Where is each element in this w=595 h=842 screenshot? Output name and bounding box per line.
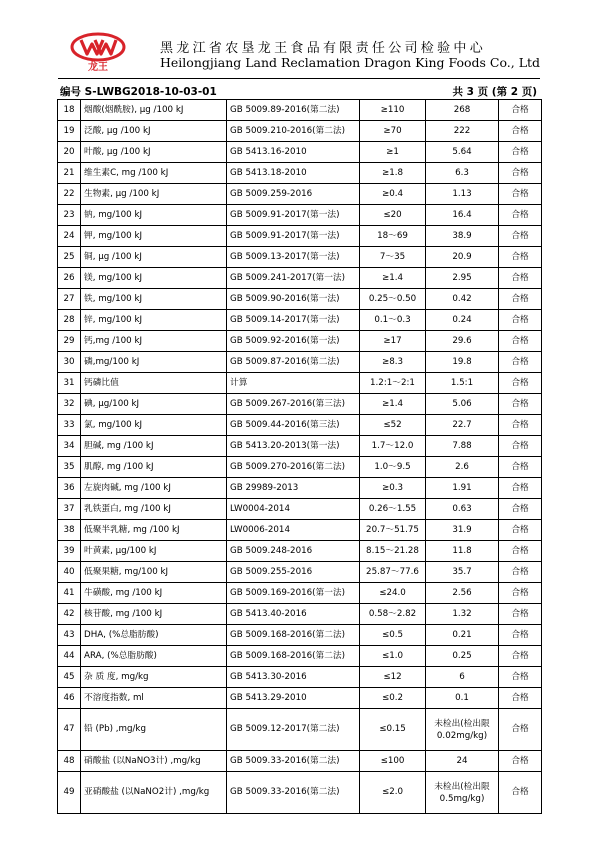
- test-standard: GB 5009.91-2017(第一法): [227, 226, 360, 247]
- row-number: 28: [58, 310, 81, 331]
- dragon-king-logo: [68, 32, 128, 72]
- test-item: 铁, mg/100 kJ: [81, 289, 227, 310]
- table-row: [58, 415, 542, 436]
- requirement-value: ≤100: [360, 751, 426, 772]
- test-item: 烟酸(烟酰胺), μg /100 kJ: [81, 100, 227, 121]
- table-row: [58, 751, 542, 772]
- test-item: 核苷酸, mg /100 kJ: [81, 604, 227, 625]
- page-indicator: 共 3 页 (第 2 页): [452, 86, 537, 98]
- result-value: 5.64: [426, 142, 499, 163]
- table-row: [58, 625, 542, 646]
- requirement-value: ≥1: [360, 142, 426, 163]
- result-value: 6.3: [426, 163, 499, 184]
- requirement-value: 1.2:1～2:1: [360, 373, 426, 394]
- test-item: 铅 (Pb) ,mg/kg: [81, 709, 227, 751]
- row-number: 39: [58, 541, 81, 562]
- table-row: [58, 142, 542, 163]
- requirement-value: ≤2.0: [360, 772, 426, 814]
- test-results-body: [58, 100, 542, 814]
- test-item: 低聚果糖, mg/100 kJ: [81, 562, 227, 583]
- row-number: 36: [58, 478, 81, 499]
- row-number: 49: [58, 772, 81, 814]
- requirement-value: 0.25～0.50: [360, 289, 426, 310]
- row-number: 20: [58, 142, 81, 163]
- conclusion: 合格: [499, 142, 542, 163]
- conclusion: 合格: [499, 625, 542, 646]
- result-value: 7.88: [426, 436, 499, 457]
- table-row: [58, 499, 542, 520]
- row-number: 46: [58, 688, 81, 709]
- row-number: 47: [58, 709, 81, 751]
- test-standard: GB 5009.92-2016(第一法): [227, 331, 360, 352]
- requirement-value: ≥70: [360, 121, 426, 142]
- conclusion: 合格: [499, 562, 542, 583]
- test-item: 亚硝酸盐 (以NaNO2计) ,mg/kg: [81, 772, 227, 814]
- row-number: 26: [58, 268, 81, 289]
- row-number: 35: [58, 457, 81, 478]
- test-item: 叶酸, μg /100 kJ: [81, 142, 227, 163]
- result-value: 24: [426, 751, 499, 772]
- conclusion: 合格: [499, 499, 542, 520]
- requirement-value: ≥1.8: [360, 163, 426, 184]
- test-standard: GB 5009.270-2016(第二法): [227, 457, 360, 478]
- table-row: [58, 436, 542, 457]
- result-value: 268: [426, 100, 499, 121]
- result-value: 11.8: [426, 541, 499, 562]
- table-row: [58, 709, 542, 751]
- row-number: 21: [58, 163, 81, 184]
- result-value: 0.1: [426, 688, 499, 709]
- result-value: 31.9: [426, 520, 499, 541]
- table-row: [58, 247, 542, 268]
- row-number: 43: [58, 625, 81, 646]
- test-standard: GB 5009.33-2016(第二法): [227, 751, 360, 772]
- conclusion: 合格: [499, 121, 542, 142]
- conclusion: 合格: [499, 646, 542, 667]
- test-item: 杂 质 度, mg/kg: [81, 667, 227, 688]
- test-standard: GB 5009.267-2016(第三法): [227, 394, 360, 415]
- table-row: [58, 562, 542, 583]
- requirement-value: 0.26～1.55: [360, 499, 426, 520]
- test-standard: GB 5413.40-2016: [227, 604, 360, 625]
- test-standard: GB 5009.12-2017(第二法): [227, 709, 360, 751]
- table-row: [58, 667, 542, 688]
- test-item: 不溶度指数, ml: [81, 688, 227, 709]
- test-item: 泛酸, μg /100 kJ: [81, 121, 227, 142]
- table-row: [58, 688, 542, 709]
- requirement-value: ≤0.2: [360, 688, 426, 709]
- test-item: 磷,mg/100 kJ: [81, 352, 227, 373]
- result-value: 35.7: [426, 562, 499, 583]
- conclusion: 合格: [499, 373, 542, 394]
- test-results-table: [57, 99, 542, 814]
- test-item: 硝酸盐 (以NaNO3计) ,mg/kg: [81, 751, 227, 772]
- test-standard: GB 5413.16-2010: [227, 142, 360, 163]
- header-divider: [58, 78, 540, 79]
- requirement-value: ≤24.0: [360, 583, 426, 604]
- table-row: [58, 583, 542, 604]
- row-number: 38: [58, 520, 81, 541]
- requirement-value: 0.58～2.82: [360, 604, 426, 625]
- test-standard: LW0006-2014: [227, 520, 360, 541]
- test-item: 钙,mg /100 kJ: [81, 331, 227, 352]
- row-number: 42: [58, 604, 81, 625]
- result-value: 38.9: [426, 226, 499, 247]
- row-number: 40: [58, 562, 81, 583]
- test-item: 左旋肉碱, mg /100 kJ: [81, 478, 227, 499]
- row-number: 24: [58, 226, 81, 247]
- test-standard: GB 5413.30-2016: [227, 667, 360, 688]
- row-number: 33: [58, 415, 81, 436]
- conclusion: 合格: [499, 604, 542, 625]
- requirement-value: ≤20: [360, 205, 426, 226]
- document-number: 编号 S-LWBG2018-10-03-01: [60, 86, 217, 98]
- conclusion: 合格: [499, 247, 542, 268]
- table-row: [58, 394, 542, 415]
- test-standard: GB 5413.18-2010: [227, 163, 360, 184]
- test-item: 牛磺酸, mg /100 kJ: [81, 583, 227, 604]
- conclusion: 合格: [499, 184, 542, 205]
- row-number: 32: [58, 394, 81, 415]
- conclusion: 合格: [499, 205, 542, 226]
- requirement-value: ≤0.15: [360, 709, 426, 751]
- test-standard: LW0004-2014: [227, 499, 360, 520]
- table-row: [58, 184, 542, 205]
- conclusion: 合格: [499, 709, 542, 751]
- table-row: [58, 520, 542, 541]
- result-value: 0.63: [426, 499, 499, 520]
- company-name-en: Heilongjiang Land Reclamation Dragon King Foods Co., Ltd: [160, 55, 541, 70]
- row-number: 18: [58, 100, 81, 121]
- conclusion: 合格: [499, 436, 542, 457]
- test-standard: 计算: [227, 373, 360, 394]
- requirement-value: ≥110: [360, 100, 426, 121]
- test-item: 低聚半乳糖, mg /100 kJ: [81, 520, 227, 541]
- test-standard: GB 5009.241-2017(第一法): [227, 268, 360, 289]
- conclusion: 合格: [499, 688, 542, 709]
- table-row: [58, 457, 542, 478]
- result-value: 1.5:1: [426, 373, 499, 394]
- company-name-cn: 黑龙江省农垦龙王食品有限责任公司检验中心: [160, 41, 487, 56]
- requirement-value: ≥1.4: [360, 394, 426, 415]
- test-item: 肌醇, mg /100 kJ: [81, 457, 227, 478]
- test-standard: GB 5009.168-2016(第二法): [227, 625, 360, 646]
- requirement-value: ≤1.0: [360, 646, 426, 667]
- test-item: 胆碱, mg /100 kJ: [81, 436, 227, 457]
- result-value: 未检出(检出限 0.5mg/kg): [426, 772, 499, 814]
- conclusion: 合格: [499, 772, 542, 814]
- test-item: 碘, μg/100 kJ: [81, 394, 227, 415]
- result-value: 未检出(检出限 0.02mg/kg): [426, 709, 499, 751]
- result-value: 2.95: [426, 268, 499, 289]
- requirement-value: 20.7～51.75: [360, 520, 426, 541]
- conclusion: 合格: [499, 310, 542, 331]
- conclusion: 合格: [499, 667, 542, 688]
- test-standard: GB 5009.87-2016(第二法): [227, 352, 360, 373]
- requirement-value: 0.1～0.3: [360, 310, 426, 331]
- requirement-value: ≥0.3: [360, 478, 426, 499]
- table-row: [58, 226, 542, 247]
- test-standard: GB 5009.210-2016(第二法): [227, 121, 360, 142]
- requirement-value: 8.15～21.28: [360, 541, 426, 562]
- result-value: 5.06: [426, 394, 499, 415]
- row-number: 29: [58, 331, 81, 352]
- requirement-value: ≤12: [360, 667, 426, 688]
- table-row: [58, 541, 542, 562]
- test-item: 氯, mg/100 kJ: [81, 415, 227, 436]
- test-item: 叶黄素, μg/100 kJ: [81, 541, 227, 562]
- test-item: 维生素C, mg /100 kJ: [81, 163, 227, 184]
- result-value: 0.21: [426, 625, 499, 646]
- test-standard: GB 5009.259-2016: [227, 184, 360, 205]
- conclusion: 合格: [499, 457, 542, 478]
- test-item: DHA, (%总脂肪酸): [81, 625, 227, 646]
- requirement-value: ≤52: [360, 415, 426, 436]
- test-item: 生物素, μg /100 kJ: [81, 184, 227, 205]
- conclusion: 合格: [499, 394, 542, 415]
- requirement-value: 25.87～77.6: [360, 562, 426, 583]
- requirement-value: 1.7～12.0: [360, 436, 426, 457]
- result-value: 1.13: [426, 184, 499, 205]
- test-standard: GB 5009.14-2017(第一法): [227, 310, 360, 331]
- test-standard: GB 5009.255-2016: [227, 562, 360, 583]
- result-value: 1.91: [426, 478, 499, 499]
- row-number: 45: [58, 667, 81, 688]
- conclusion: 合格: [499, 289, 542, 310]
- test-item: 铜, μg /100 kJ: [81, 247, 227, 268]
- result-value: 16.4: [426, 205, 499, 226]
- result-value: 22.7: [426, 415, 499, 436]
- test-standard: GB 5009.13-2017(第一法): [227, 247, 360, 268]
- table-row: [58, 205, 542, 226]
- test-standard: GB 5413.29-2010: [227, 688, 360, 709]
- conclusion: 合格: [499, 583, 542, 604]
- test-item: 钾, mg/100 kJ: [81, 226, 227, 247]
- row-number: 19: [58, 121, 81, 142]
- conclusion: 合格: [499, 226, 542, 247]
- test-item: ARA, (%总脂肪酸): [81, 646, 227, 667]
- row-number: 22: [58, 184, 81, 205]
- test-item: 镁, mg/100 kJ: [81, 268, 227, 289]
- test-standard: GB 5009.33-2016(第二法): [227, 772, 360, 814]
- result-value: 0.42: [426, 289, 499, 310]
- conclusion: 合格: [499, 163, 542, 184]
- table-row: [58, 604, 542, 625]
- conclusion: 合格: [499, 100, 542, 121]
- conclusion: 合格: [499, 268, 542, 289]
- row-number: 30: [58, 352, 81, 373]
- result-value: 19.8: [426, 352, 499, 373]
- test-item: 乳铁蛋白, mg /100 kJ: [81, 499, 227, 520]
- table-row: [58, 352, 542, 373]
- table-row: [58, 289, 542, 310]
- table-row: [58, 268, 542, 289]
- requirement-value: 18～69: [360, 226, 426, 247]
- result-value: 20.9: [426, 247, 499, 268]
- test-standard: GB 5009.169-2016(第一法): [227, 583, 360, 604]
- test-standard: GB 5009.90-2016(第一法): [227, 289, 360, 310]
- conclusion: 合格: [499, 520, 542, 541]
- row-number: 34: [58, 436, 81, 457]
- conclusion: 合格: [499, 751, 542, 772]
- conclusion: 合格: [499, 352, 542, 373]
- result-value: 29.6: [426, 331, 499, 352]
- conclusion: 合格: [499, 415, 542, 436]
- result-value: 1.32: [426, 604, 499, 625]
- table-row: [58, 646, 542, 667]
- logo-text: 龙王: [88, 62, 108, 72]
- conclusion: 合格: [499, 478, 542, 499]
- table-row: [58, 478, 542, 499]
- result-value: 6: [426, 667, 499, 688]
- requirement-value: ≥0.4: [360, 184, 426, 205]
- result-value: 2.56: [426, 583, 499, 604]
- table-row: [58, 100, 542, 121]
- conclusion: 合格: [499, 541, 542, 562]
- table-row: [58, 373, 542, 394]
- test-standard: GB 5009.168-2016(第二法): [227, 646, 360, 667]
- row-number: 37: [58, 499, 81, 520]
- row-number: 27: [58, 289, 81, 310]
- test-item: 钙磷比值: [81, 373, 227, 394]
- row-number: 48: [58, 751, 81, 772]
- row-number: 23: [58, 205, 81, 226]
- test-item: 钠, mg/100 kJ: [81, 205, 227, 226]
- requirement-value: 7～35: [360, 247, 426, 268]
- report-header: [60, 30, 540, 74]
- result-value: 222: [426, 121, 499, 142]
- test-standard: GB 29989-2013: [227, 478, 360, 499]
- requirement-value: ≥17: [360, 331, 426, 352]
- test-standard: GB 5009.44-2016(第三法): [227, 415, 360, 436]
- result-value: 0.25: [426, 646, 499, 667]
- test-standard: GB 5009.91-2017(第一法): [227, 205, 360, 226]
- row-number: 31: [58, 373, 81, 394]
- requirement-value: ≥8.3: [360, 352, 426, 373]
- table-row: [58, 310, 542, 331]
- row-number: 44: [58, 646, 81, 667]
- test-standard: GB 5413.20-2013(第一法): [227, 436, 360, 457]
- row-number: 41: [58, 583, 81, 604]
- result-value: 0.24: [426, 310, 499, 331]
- table-row: [58, 121, 542, 142]
- test-standard: GB 5009.89-2016(第二法): [227, 100, 360, 121]
- table-row: [58, 331, 542, 352]
- result-value: 2.6: [426, 457, 499, 478]
- requirement-value: 1.0～9.5: [360, 457, 426, 478]
- test-standard: GB 5009.248-2016: [227, 541, 360, 562]
- requirement-value: ≤0.5: [360, 625, 426, 646]
- test-item: 锌, mg/100 kJ: [81, 310, 227, 331]
- conclusion: 合格: [499, 331, 542, 352]
- requirement-value: ≥1.4: [360, 268, 426, 289]
- row-number: 25: [58, 247, 81, 268]
- table-row: [58, 772, 542, 814]
- table-row: [58, 163, 542, 184]
